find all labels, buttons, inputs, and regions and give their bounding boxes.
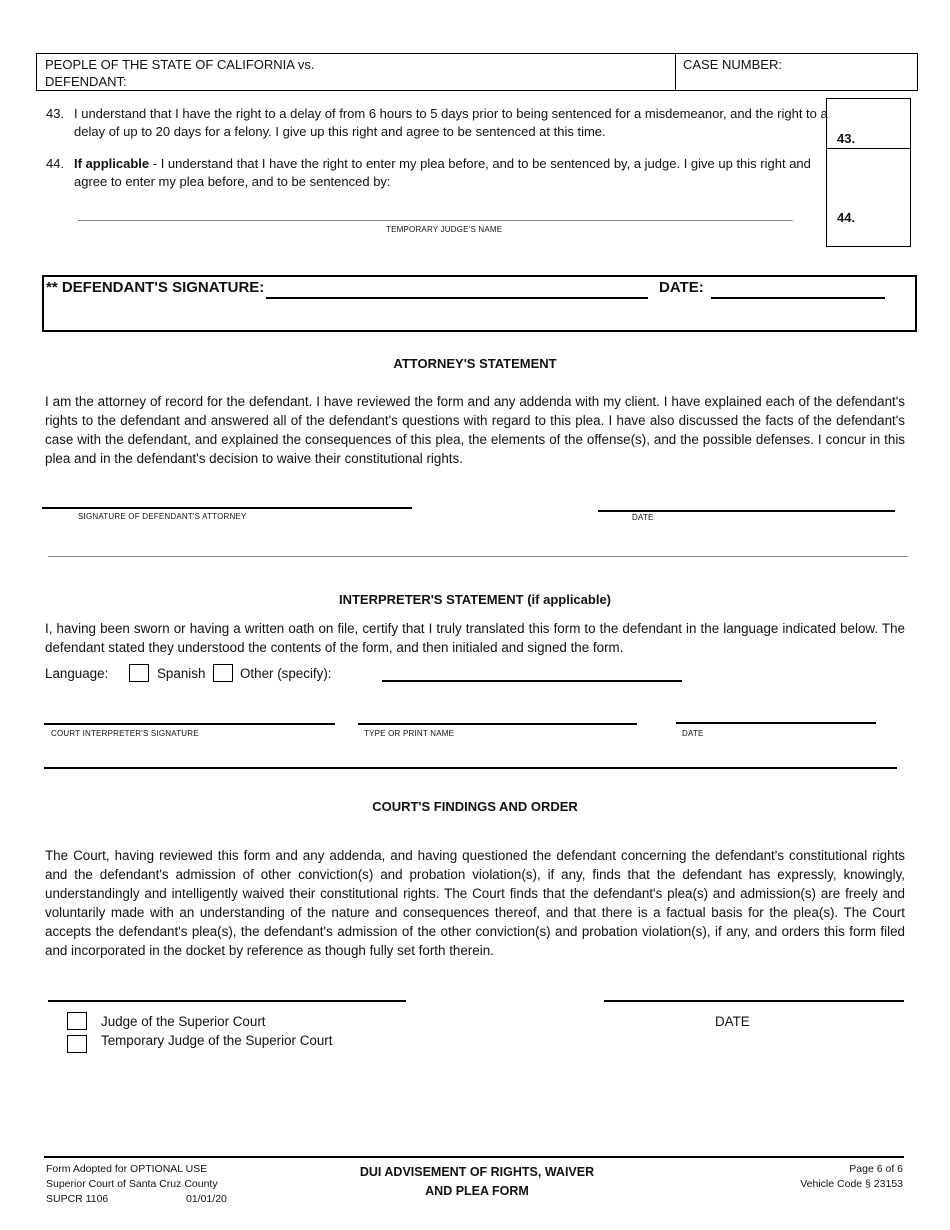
judge-checkbox[interactable] xyxy=(67,1012,87,1030)
item-text xyxy=(74,155,834,191)
other-language-checkbox[interactable] xyxy=(213,664,233,682)
case-caption-box xyxy=(36,53,918,91)
footer-form-title-line1: DUI ADVISEMENT OF RIGHTS, WAIVER xyxy=(359,1165,595,1179)
footer-adopted: Form Adopted for OPTIONAL USE xyxy=(46,1163,208,1175)
interpreter-date-label: DATE xyxy=(682,729,704,738)
temporary-judge-checkbox[interactable] xyxy=(67,1035,87,1053)
interpreter-statement-title: INTERPRETER'S STATEMENT (if applicable) xyxy=(338,592,612,607)
court-findings-title: COURT'S FINDINGS AND ORDER xyxy=(372,799,578,814)
initial-box-44[interactable] xyxy=(826,148,911,247)
caption-people: PEOPLE OF THE STATE OF CALIFORNIA vs. xyxy=(45,57,315,72)
interpreter-name-label: TYPE OR PRINT NAME xyxy=(364,729,455,738)
footer-rule xyxy=(44,1156,904,1158)
initial-label: 44. xyxy=(837,210,856,225)
other-language-line[interactable] xyxy=(382,680,682,682)
footer-court-name: Superior Court of Santa Cruz County xyxy=(46,1178,218,1190)
other-language-label: Other (specify): xyxy=(240,666,332,681)
interpreter-statement-text: I, having been sworn or having a written oath on file, certify that I truly translated this form to the defendant in the language indicated below. The defendant stated they understood the contents of the form, and then initialed and signed the form. xyxy=(45,621,905,655)
judge-signature-line[interactable] xyxy=(48,1000,406,1002)
caption-divider xyxy=(675,54,676,90)
case-number-label: CASE NUMBER: xyxy=(683,57,782,72)
defendant-date-line[interactable] xyxy=(711,297,885,299)
item-44 xyxy=(46,155,836,195)
section-divider xyxy=(48,556,908,557)
item-43 xyxy=(46,105,836,145)
item-body: - I understand that I have the right to enter my plea before, and to be sentenced by, a judge. I give up this right and agree to enter my plea before, and to be sentenced by: xyxy=(74,156,811,189)
attorney-statement-title: ATTORNEY'S STATEMENT xyxy=(393,356,557,371)
footer-form-date: 01/01/20 xyxy=(186,1193,227,1205)
interpreter-signature-label: COURT INTERPRETER'S SIGNATURE xyxy=(51,729,199,738)
interpreter-date-line[interactable] xyxy=(676,722,876,724)
attorney-date-line[interactable] xyxy=(598,510,895,512)
temporary-judge-line[interactable] xyxy=(78,220,793,221)
initial-box-43[interactable] xyxy=(826,98,911,149)
footer-form-id: SUPCR 1106 xyxy=(46,1193,109,1205)
attorney-statement-text: I am the attorney of record for the defendant. I have reviewed the form and any addenda with my client. I have explained each of the defendant's rights to the defendant and answered all of the defendant's questions with regard to this plea. I have also discussed the facts of the defendant's case with the defendant, and explained the consequences of this plea, the elements of the offense(s), and the possible defenses. I concur in this plea and in the defendant's decision to waive their constitutional rights. xyxy=(45,394,905,466)
spanish-checkbox[interactable] xyxy=(129,664,149,682)
caption-defendant: DEFENDANT: xyxy=(45,74,127,89)
defendant-signature-line[interactable] xyxy=(266,297,648,299)
attorney-signature-line[interactable] xyxy=(42,507,412,509)
initial-label: 43. xyxy=(837,131,856,146)
temporary-judge-label: TEMPORARY JUDGE'S NAME xyxy=(386,225,503,234)
footer-page: Page 6 of 6 xyxy=(849,1163,903,1175)
language-label: Language: xyxy=(45,666,109,681)
interpreter-signature-line[interactable] xyxy=(44,723,335,725)
interpreter-name-line[interactable] xyxy=(358,723,637,725)
court-date-label: DATE xyxy=(715,1014,750,1029)
attorney-signature-label: SIGNATURE OF DEFENDANT'S ATTORNEY xyxy=(78,512,247,521)
court-date-line[interactable] xyxy=(604,1000,904,1002)
defendant-signature-box xyxy=(42,275,917,332)
court-findings-text: The Court, having reviewed this form and any addenda, and having questioned the defendant concerning the defendant's constitutional rights and the defendant's admission of other conviction(s) and probation violation(s), if any, finds that the defendant has expressly, knowingly, understandingly and intelligently waived their constitutional rights. The Court finds that the defendant's plea(s) and admission(s) are freely and voluntarily made with an understanding of the nature and consequences thereof, and that there is a factual basis for the plea(s). The Court accepts the defendant's plea(s), the defendant's admission of the other conviction(s) and probation violation(s), if any, and orders this form filed and incorporated in the docket by reference as though fully set forth therein. xyxy=(45,848,905,958)
spanish-label: Spanish xyxy=(157,666,206,681)
item-number: 43. xyxy=(46,106,65,121)
attorney-date-label: DATE xyxy=(632,513,654,522)
item-number: 44. xyxy=(46,156,65,171)
item-text: I understand that I have the right to a delay of from 6 hours to 5 days prior to being sentenced for a misdemeanor, and the right to a delay of up to 20 days for a felony. I give up this right and agree to be sentenced at this time. xyxy=(74,106,828,139)
footer-form-title-line2: AND PLEA FORM xyxy=(425,1184,529,1198)
footer-vehicle-code: Vehicle Code § 23153 xyxy=(800,1178,903,1190)
item-bold-prefix: If applicable xyxy=(74,156,150,171)
section-divider xyxy=(44,767,897,769)
defendant-date-label: DATE: xyxy=(659,279,704,296)
judge-label: Judge of the Superior Court xyxy=(101,1014,266,1029)
temporary-judge-option-label: Temporary Judge of the Superior Court xyxy=(101,1033,333,1048)
defendant-signature-label: ** DEFENDANT'S SIGNATURE: xyxy=(46,279,265,296)
